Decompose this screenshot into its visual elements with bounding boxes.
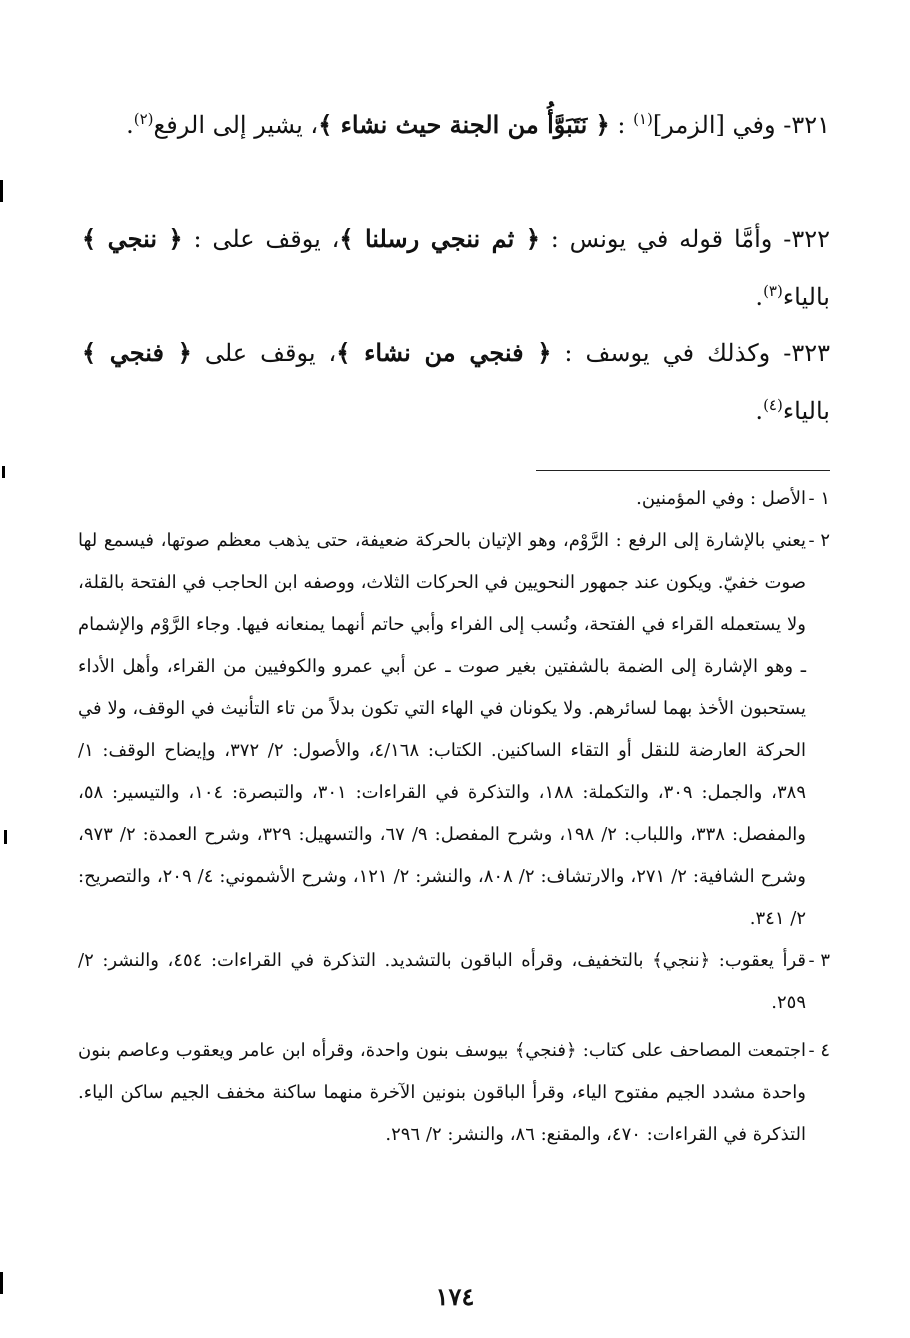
entry-number: ٣٢٢ (791, 225, 830, 253)
entry-text: ، يوقف على (191, 339, 337, 367)
entry-text: ، يوقف على : (182, 225, 340, 253)
entry-323 (82, 324, 830, 440)
footnote-text: الأصل : وفي المؤمنين. (636, 488, 806, 509)
footnote-divider (536, 470, 830, 471)
footnote-text: يعني بالإشارة إلى الرفع : الرَّوْم، وهو الإتيان بالحركة ضعيفة، حتى يذهب معظم صوتها، فيسمع لها صوت خفيّ. ويكون عند جمهور النحويين في الحركات الثلاث، ووصفه ابن الحاجب في الفتحة بالقلة، ولا يستعمله القراء في الفتحة، ونُسب إلى الفراء وأبي حاتم أنهما يمنعانه فيها. وجاء الرَّوْم والإشمام ـ وهو الإشارة إلى الضمة بالشفتين بغير صوت ـ عن أبي عمرو والكوفيين من القراء، وأهل الأداء يستحبون الأخذ بهما لسائرهم. ولا يكونان في الهاء التي تكون بدلاً من تاء التأنيث في الوقف، ولا في الحركة العارضة للنقل أو التقاء الساكنين. الكتاب: ٤/١٦٨، والأصول: ٢/ ٣٧٢، وإيضاح الوقف: ١/ ٣٨٩، والجمل: ٣٠٩، والتكملة: ١٨٨، والتذكرة في القراءات: ٣٠١، والتبصرة: ١٠٤، والتيسير: ٥٨، والمفصل: ٣٣٨، واللباب: ٢/ ١٩٨، وشرح المفصل: ٩/ ٦٧، والتسهيل: ٣٢٩، وشرح العمدة: ٢/ ٩٧٣، وشرح الشافية: ٢/ ٢٧١، والارتشاف: ٢/ ٨٠٨، والنشر: ٢/ ١٢١، وشرح الأشموني: ٤/ ٢٠٩، والتصريح: ٢/ ٣٤١. (78, 530, 806, 929)
entry-text: - وفي [الزمر] (652, 111, 792, 139)
footnote-number: ١ - (808, 488, 830, 509)
footnote-ref: (٣) (763, 282, 783, 300)
entry-322 (82, 210, 830, 326)
footnote-number: ٢ - (808, 530, 830, 551)
quran-quote: ﴿ ثم ننجي رسلنا ﴾ (339, 224, 540, 253)
footnote-ref: (٤) (763, 396, 783, 414)
entry-text: : (609, 111, 634, 139)
entry-text: . (755, 283, 764, 311)
footnote-ref: (٢) (133, 110, 154, 128)
scan-edge-mark (0, 1272, 3, 1294)
entry-321 (82, 96, 830, 154)
entry-text: ، يشير إلى الرفع (153, 111, 319, 139)
entry-text: . (126, 111, 134, 139)
footnote-3 (78, 940, 830, 1024)
entry-text: بالياء (782, 283, 830, 311)
footnote-number: ٤ - (808, 1040, 830, 1061)
footnote-text: قرأ يعقوب: ﴿ننجي﴾ بالتخفيف، وقرأه الباقون بالتشديد. التذكرة في القراءات: ٤٥٤، والنشر: ٢/ ٢٥٩. (78, 950, 806, 1013)
footnote-4 (78, 1030, 830, 1156)
entry-text: - وكذلك في يوسف : (551, 339, 792, 367)
scan-edge-mark (2, 466, 5, 478)
entry-text: بالياء (782, 397, 830, 425)
entry-number: ٣٢٣ (791, 339, 831, 367)
scan-edge-mark (0, 180, 3, 202)
footnote-number: ٣ - (808, 950, 830, 971)
quran-quote: ﴿ ننجي ﴾ (82, 224, 183, 253)
footnotes (78, 478, 830, 1156)
scan-edge-mark (4, 830, 7, 844)
footnote-2 (78, 520, 830, 940)
page-number: ١٧٤ (435, 1282, 475, 1311)
entry-text: - وأمَّا قوله في يونس : (539, 225, 792, 253)
entry-text: . (755, 397, 764, 425)
entry-number: ٣٢١ (791, 111, 830, 139)
quran-quote: ﴿ فنجي ﴾ (82, 338, 192, 367)
footnote-1 (78, 478, 830, 520)
footnote-text: اجتمعت المصاحف على كتاب: ﴿فنجي﴾ بيوسف بنون واحدة، وقرأه ابن عامر ويعقوب وعاصم بنون واحدة مشدد الجيم مفتوح الياء، وقرأ الباقون بنونين الآخرة منهما ساكنة مخفف الجيم ساكن الياء. التذكرة في القراءات: ٤٧٠، والمقنع: ٨٦، والنشر: ٢/ ٢٩٦. (78, 1040, 806, 1145)
quran-quote: ﴿ نَتَبَوَّأُ من الجنة حيث نشاء ﴾ (318, 110, 610, 139)
footnote-ref: (١) (633, 110, 653, 128)
quran-quote: ﴿ فنجي من نشاء ﴾ (336, 338, 552, 367)
